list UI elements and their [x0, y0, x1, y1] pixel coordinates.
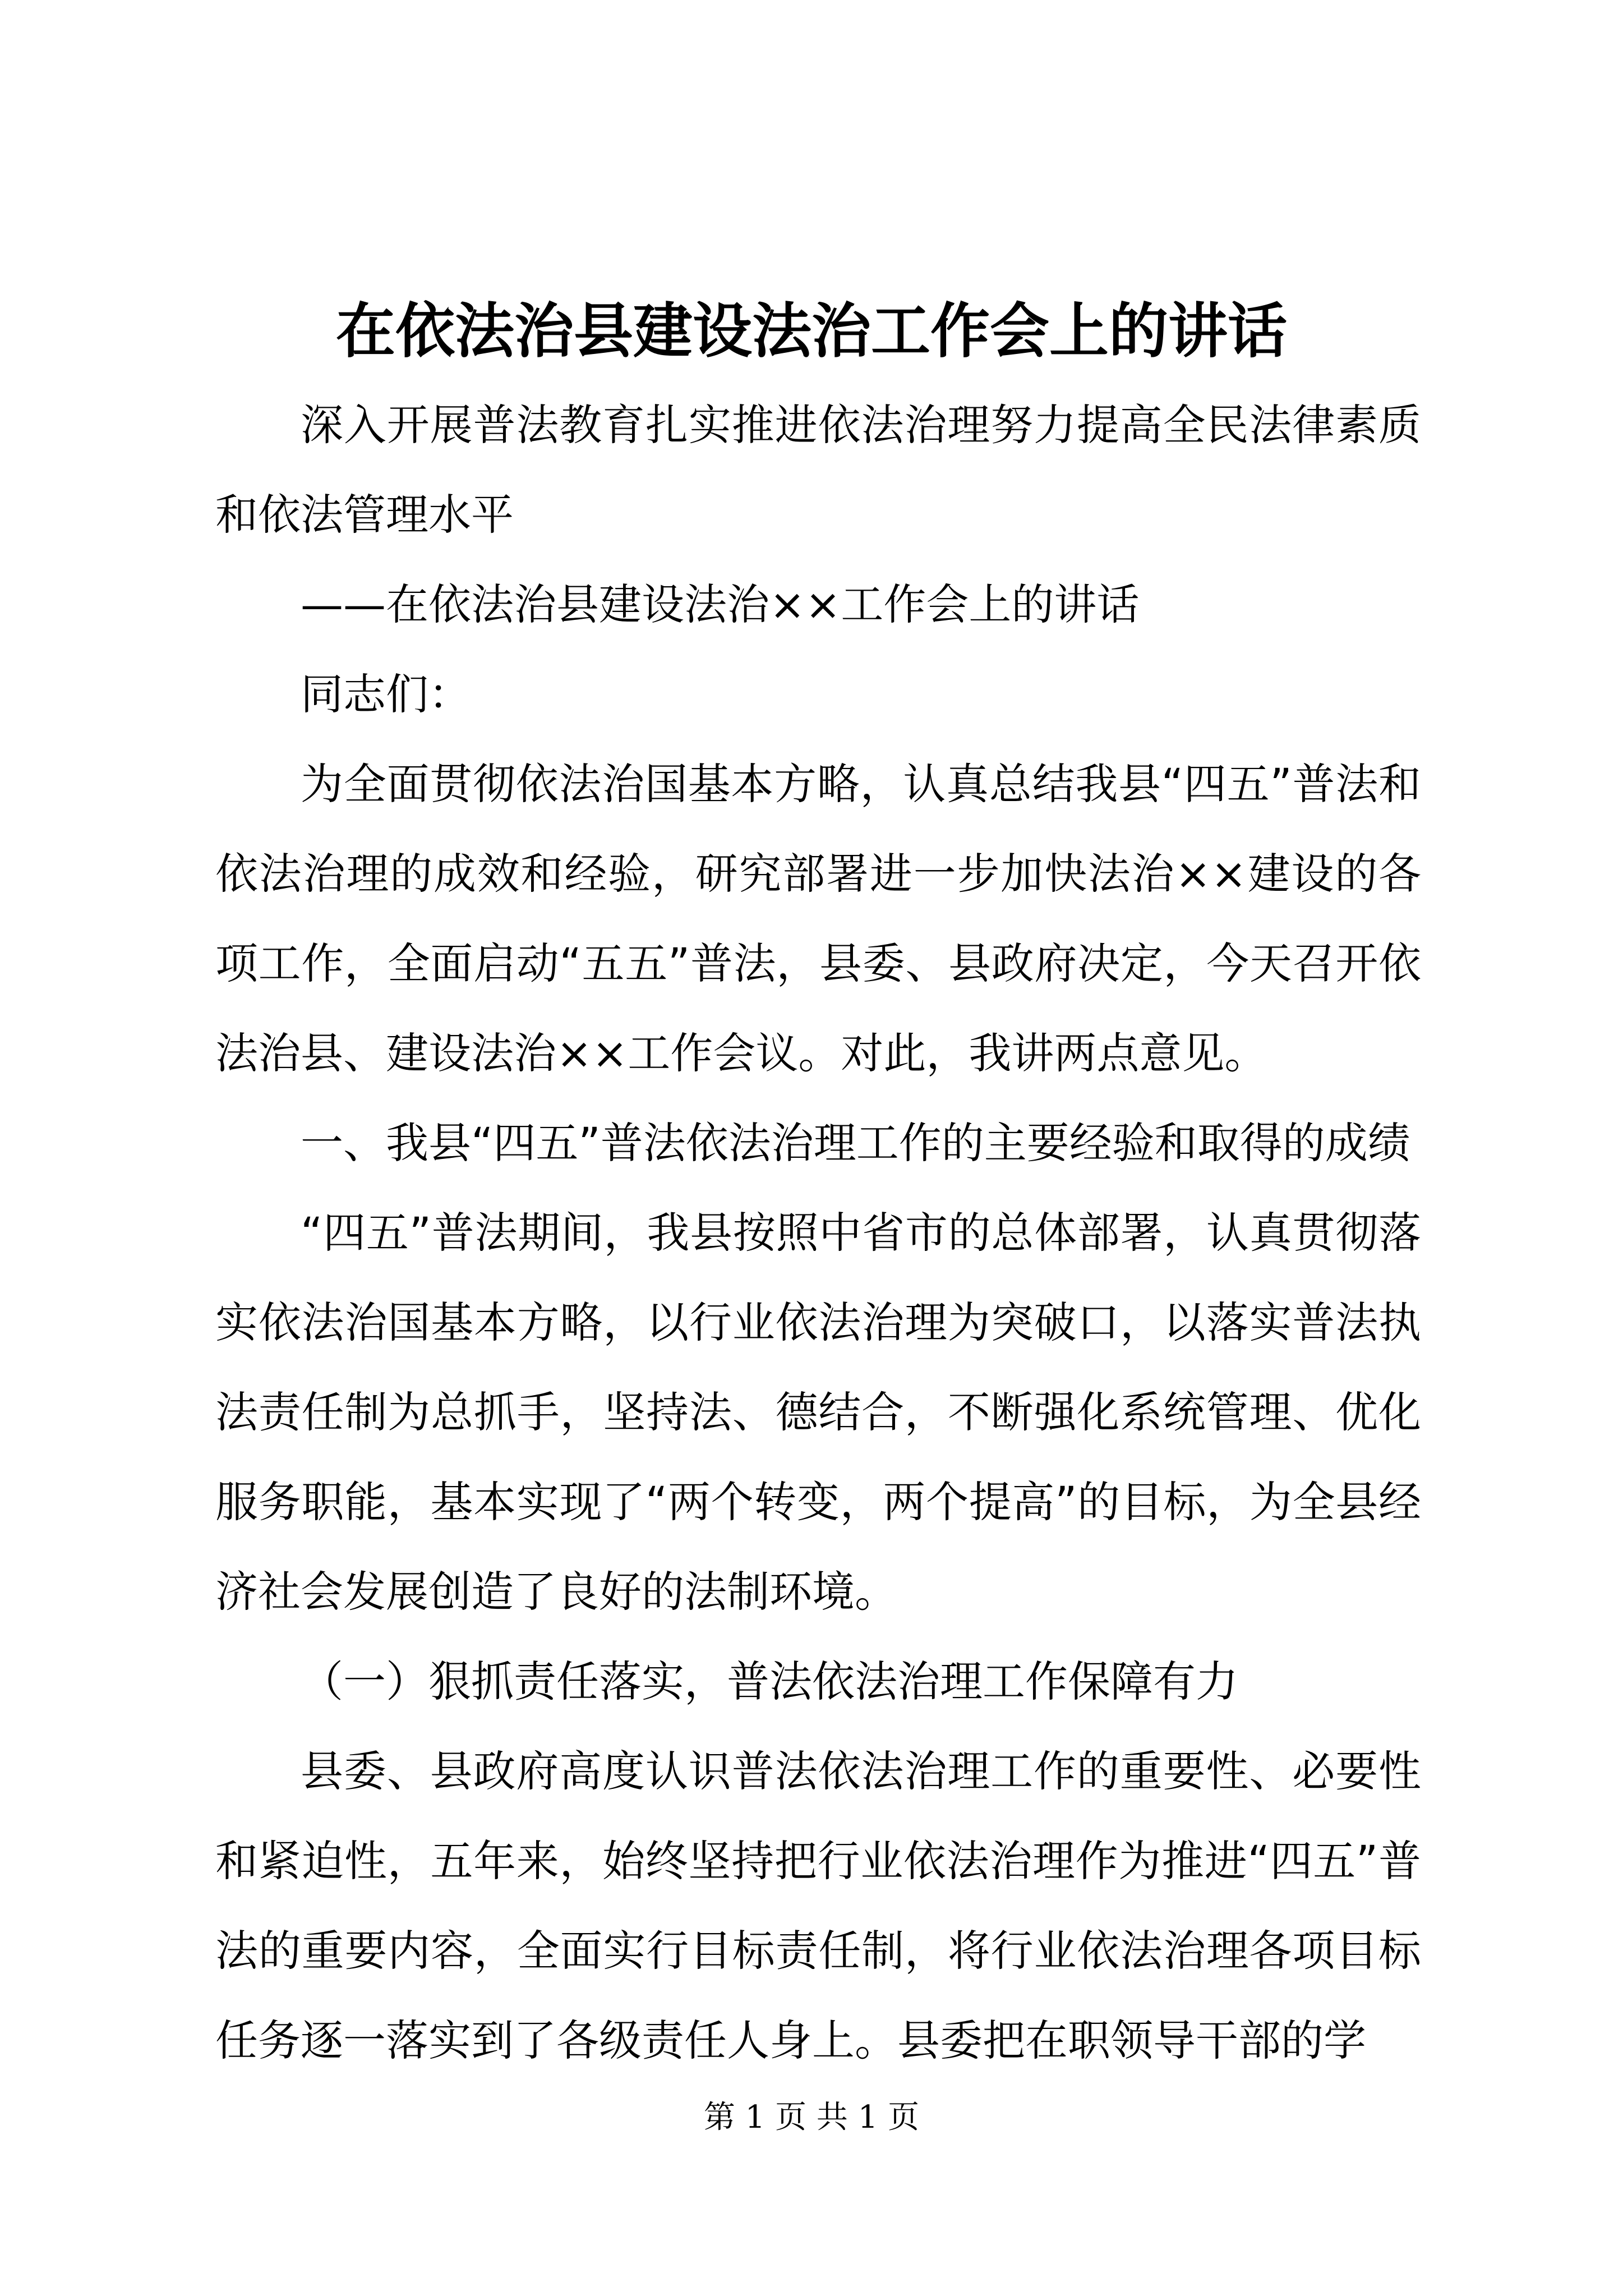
subtitle-paragraph: 深入开展普法教育扎实推进依法治理努力提高全民法律素质和依法管理水平 — [215, 400, 1421, 540]
body-paragraph: 为全面贯彻依法治国基本方略，认真总结我县“四五”普法和依法治理的成效和经验，研究部署进一步加快法治××建设的各项工作，全面启动“五五”普法，县委、县政府决定，今天召开依法治县、建设法治××工作会议。对此，我讲两点意见。 — [215, 759, 1421, 1078]
section-heading: 一、我县“四五”普法依法治理工作的主要经验和取得的成绩 — [301, 1118, 1410, 1168]
document-title: 在依法治县建设法治工作会上的讲话 — [336, 296, 1287, 366]
page-footer: 第 1 页 共 1 页 — [703, 2099, 920, 2136]
body-paragraph: “四五”普法期间，我县按照中省市的总体部署，认真贯彻落实依法治国基本方略，以行业依法治理为突破口，以落实普法执法责任制为总抓手，坚持法、德结合，不断强化系统管理、优化服务职能，基本实现了“两个转变，两个提高”的目标，为全县经济社会发展创造了良好的法制环境。 — [215, 1208, 1421, 1617]
body-paragraph: 县委、县政府高度认识普法依法治理工作的重要性、必要性和紧迫性，五年来，始终坚持把行业依法治理作为推进“四五”普法的重要内容，全面实行目标责任制，将行业依法治理各项目标任务逐一落实到了各级责任人身上。县委把在职领导干部的学 — [215, 1746, 1421, 2065]
subsection-heading: （一）狠抓责任落实，普法依法治理工作保障有力 — [301, 1657, 1238, 1706]
document-body — [215, 380, 1421, 2086]
salutation: 同志们： — [301, 669, 471, 719]
subtitle-byline: ——在依法治县建设法治××工作会上的讲话 — [301, 579, 1140, 629]
